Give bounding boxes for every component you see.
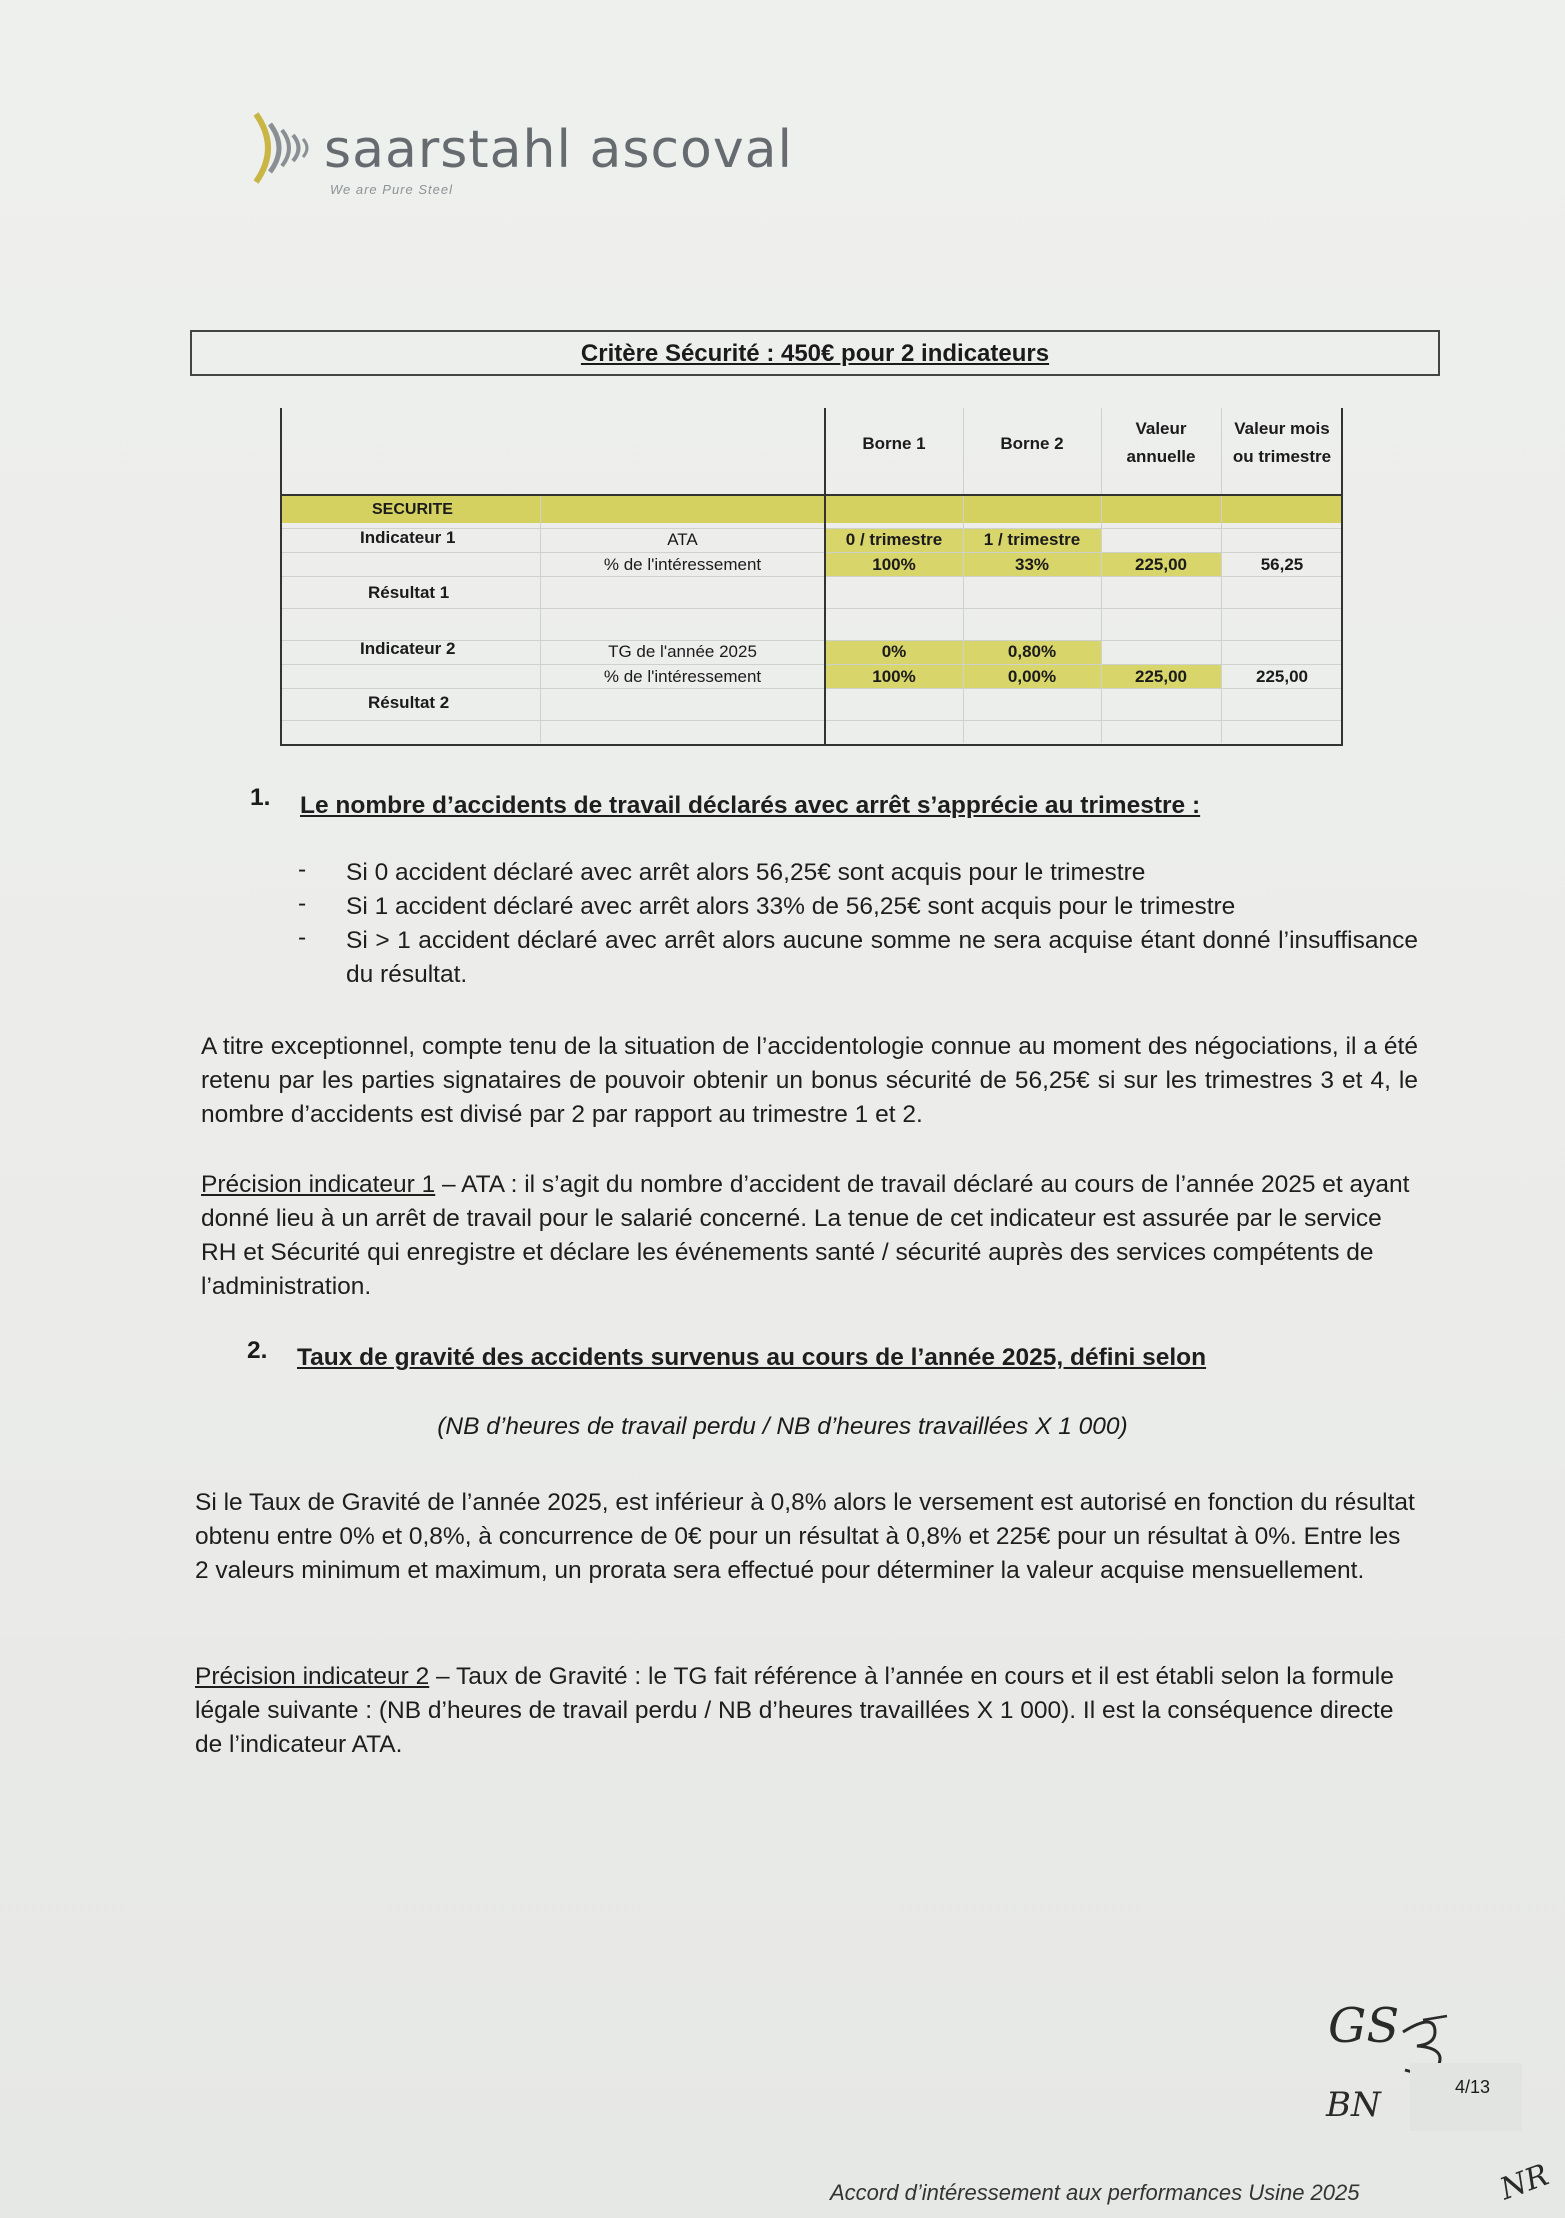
bullet-item: Si > 1 accident déclaré avec arrêt alors aucune somme ne sera acquise étant donné l’insuffisance du résultat. <box>346 927 1418 988</box>
res2-label: Résultat 2 <box>368 693 450 712</box>
bullet-item: Si 0 accident déclaré avec arrêt alors 56,25€ sont acquis pour le trimestre <box>346 859 1146 886</box>
col-valeur-annuelle: Valeur <box>1135 419 1187 438</box>
section1-paragraph: A titre exceptionnel, compte tenu de la situation de l’accidentologie connue au moment des négociations, il a été retenu par les parties signataires de pouvoir obtenir un bonus sécurité de 56,25€ si sur les trimestres 3 et 4, le nombre d’accidents est divisé par 2 par rapport au trimestre 1 et 2. <box>201 1033 1418 1128</box>
logo-waves-icon <box>250 108 320 188</box>
col-valeur-annuelle-2: annuelle <box>1126 447 1196 466</box>
border-header <box>280 494 1343 496</box>
ind1-label: Indicateur 1 <box>360 528 456 547</box>
criteria-title-box <box>190 330 1440 376</box>
bullet-dash: - <box>298 856 307 883</box>
section2-heading: Taux de gravité des accidents survenus au cours de l’année 2025, défini selon <box>297 1344 1207 1371</box>
logo-name: saarstahl ascoval <box>324 120 793 180</box>
ind1-pct-b1: 100% <box>872 555 916 574</box>
ind2-b1: 0% <box>881 642 907 661</box>
col-borne2: Borne 2 <box>1000 434 1064 453</box>
ind2-label: Indicateur 2 <box>360 639 456 658</box>
grid-line <box>280 552 1343 553</box>
ind1-mois: 56,25 <box>1260 555 1304 574</box>
section1-number: 1. <box>250 784 271 811</box>
section2-formula: (NB d’heures de travail perdu / NB d’heures travaillées X 1 000) <box>437 1413 1128 1440</box>
grid-line <box>280 688 1343 689</box>
ind2-pct-label: % de l'intéressement <box>603 667 762 686</box>
res1-label: Résultat 1 <box>368 583 450 602</box>
handwritten-initials-bn: BN <box>1326 2085 1381 2125</box>
ind1-name: ATA <box>667 530 698 549</box>
handwritten-initials-nr: NR <box>1495 2157 1554 2208</box>
ind2-annuelle: 225,00 <box>1135 667 1187 686</box>
section2-number: 2. <box>247 1337 268 1364</box>
border-mid <box>824 408 826 746</box>
grid-line <box>280 664 1343 665</box>
precision-1 <box>201 1168 1418 1304</box>
ind2-pct-b2: 0,00% <box>1007 667 1057 686</box>
col-valeur-mois-2: ou trimestre <box>1232 447 1332 466</box>
section2-paragraph: Si le Taux de Gravité de l’année 2025, est inférieur à 0,8% alors le versement est autorisé en fonction du résultat obtenu entre 0% et 0,8%, à concurrence de 0€ pour un résultat à 0,8% et 225€ pour un résultat à 0%. Entre les 2 valeurs minimum et maximum, un prorata sera effectué pour déterminer la valeur acquise mensuellement. <box>195 1489 1415 1584</box>
security-table <box>280 408 1343 746</box>
ind2-b2: 0,80% <box>1007 642 1057 661</box>
logo-tagline: We are Pure Steel <box>330 182 453 197</box>
col-valeur-mois: Valeur mois <box>1234 419 1330 438</box>
grid-line <box>280 576 1343 577</box>
ind2-mois: 225,00 <box>1256 667 1308 686</box>
ind1-pct-b2: 33% <box>1014 555 1050 574</box>
ind2-pct-b1: 100% <box>872 667 916 686</box>
precision-1-label: Précision indicateur 1 <box>201 1171 436 1198</box>
ind2-name: TG de l'année 2025 <box>608 642 757 661</box>
precision-2-text: – Taux de Gravité : le TG fait référence à l’année en cours et il est établi selon la formule légale suivante : (NB d’heures de travail perdu / NB d’heures travaillées X 1 000). Il est la conséquence directe de l’indicateur ATA. <box>195 1663 1394 1758</box>
ind1-pct-label: % de l'intéressement <box>603 555 762 574</box>
page-number: 4/13 <box>1455 2077 1491 2097</box>
col-borne1: Borne 1 <box>862 434 926 453</box>
ind1-b1: 0 / trimestre <box>845 530 943 549</box>
footer-text: Accord d’intéressement aux performances Usine 2025 <box>830 2180 1360 2205</box>
section1-heading: Le nombre d’accidents de travail déclarés avec arrêt s’apprécie au trimestre : <box>300 792 1201 819</box>
precision-2 <box>195 1660 1420 1762</box>
grid-line <box>280 720 1343 721</box>
grid-line <box>280 608 1343 609</box>
bullet-dash: - <box>298 924 307 951</box>
border-left <box>280 408 282 746</box>
handwritten-initials-gs: GS <box>1328 1998 1400 2054</box>
section-label: SECURITE <box>372 501 453 518</box>
criteria-title: Critère Sécurité : 450€ pour 2 indicateurs <box>580 340 1050 367</box>
company-logo <box>250 108 810 198</box>
bullet-item: Si 1 accident déclaré avec arrêt alors 33% de 56,25€ sont acquis pour le trimestre <box>346 893 1236 920</box>
border-bottom <box>280 744 1343 746</box>
bullet-dash: - <box>298 890 307 917</box>
precision-2-label: Précision indicateur 2 <box>195 1663 430 1690</box>
ind1-annuelle: 225,00 <box>1135 555 1187 574</box>
ind1-b2: 1 / trimestre <box>983 530 1081 549</box>
precision-1-text: – ATA : il s’agit du nombre d’accident de travail déclaré au cours de l’année 2025 et ayant donné lieu à un arrêt de travail pour le salarié concerné. La tenue de cet indicateur est assurée par le service RH et Sécurité qui enregistre et déclare les événements santé / sécurité auprès des services compétents de l’administration. <box>201 1171 1410 1300</box>
